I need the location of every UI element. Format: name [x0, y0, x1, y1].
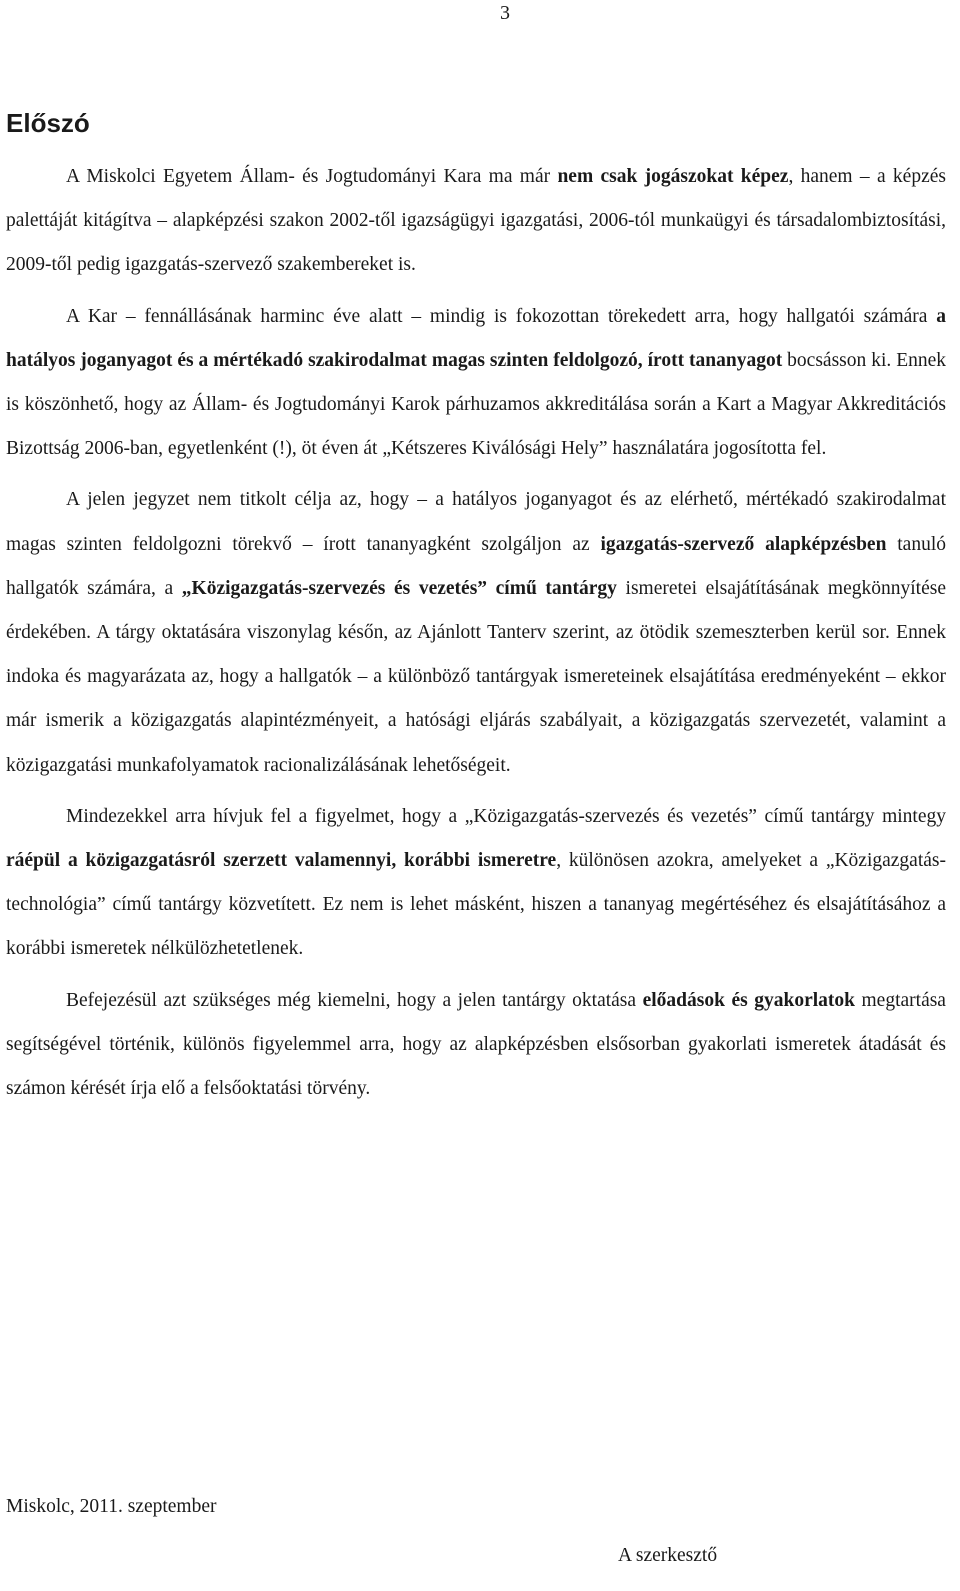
- text-run: Mindezekkel arra hívjuk fel a figyelmet, hogy a „Közigazgatás-szervezés és vezetés” című tantárgy mintegy: [66, 805, 946, 827]
- paragraph: [6, 795, 946, 972]
- foreword-body: [6, 155, 946, 1111]
- text-run: megtartása segítségével történik, különös figyelemmel arra, hogy az alapképzésben elsősorban gyakorlati ismeretek átadását és számon kérését írja elő a felsőoktatási törvény.: [6, 989, 946, 1100]
- paragraph: [6, 155, 946, 288]
- bold-text: ráépül a közigazgatásról szerzett valamennyi, korábbi ismeretre: [6, 850, 557, 872]
- text-run: Befejezésül azt szükséges még kiemelni, hogy a jelen tantárgy oktatása: [66, 989, 643, 1011]
- page-number: 3: [500, 2, 510, 24]
- text-run: , különösen azokra, amelyeket a „Közigazgatás-technológia” című tantárgy közvetített. Ez nem is lehet másként, hiszen a tananyag megértéséhez és elsajátításához a korábbi ismeretek nélkülözhetetlenek.: [6, 850, 946, 960]
- paragraph: [6, 979, 946, 1112]
- text-run: ismeretei elsajátításának megkönnyítése érdekében. A tárgy oktatására viszonylag későn, az Ajánlott Tanterv szerint, az ötödik szemeszterben kerül sor. Ennek indoka és magyarázata az, hogy a hallgatók – a különböző tantárgyak ismereteinek elsajátítása eredményeként – ekkor már ismerik a közigazgatás alapintézményeit, a hatósági eljárás szabályait, a közigazgatás szervezetét, valamint a közigazgatási munkafolyamatok racionalizálásának lehetőségeit.: [6, 577, 946, 776]
- paragraph: [6, 478, 946, 787]
- text-run: tanuló hallgatók számára, a: [6, 533, 946, 599]
- bold-text: igazgatás-szervező alapképzésben: [600, 533, 887, 555]
- bold-text: a hatályos joganyagot és a mértékadó szakirodalmat magas szinten feldolgozó, írott tananyagot: [6, 305, 946, 371]
- text-run: bocsásson ki. Ennek is köszönhető, hogy az Állam- és Jogtudományi Karok párhuzamos akkreditálása során a Kart a Magyar Akkreditációs Bizottság 2006-ban, egyetlenként (!), öt éven át „Kétszeres Kiválósági Hely” használatára jogosította fel.: [6, 349, 947, 460]
- text-run: A Kar – fennállásának harminc éve alatt – mindig is fokozottan törekedett arra, hogy hallgatói számára: [66, 305, 937, 327]
- page-title: Előszó: [6, 108, 90, 138]
- signature-editor: A szerkesztő: [618, 1545, 718, 1566]
- bold-text: „Közigazgatás-szervezés és vezetés” című tantárgy: [181, 577, 617, 599]
- bold-text: nem csak jogászokat képez: [557, 166, 789, 187]
- bold-text: előadások és gyakorlatok: [642, 989, 855, 1011]
- text-run: A jelen jegyzet nem titkolt célja az, hogy – a hatályos joganyagot és az elérhető, mértékadó szakirodalmat magas szinten feldolgozni törekvő – írott tananyagként szolgáljon az: [6, 489, 946, 555]
- paragraph: [6, 295, 946, 472]
- place-date: Miskolc, 2011. szeptember: [6, 1496, 217, 1517]
- text-run: , hanem – a képzés palettáját kitágítva – alapképzési szakon 2002-től igazságügyi igazgatási, 2006-tól munkaügyi és társadalombiztosítási, 2009-től pedig igazgatás-szervező szakembereket is.: [6, 166, 946, 276]
- text-run: A Miskolci Egyetem Állam- és Jogtudományi Kara ma már: [66, 166, 558, 187]
